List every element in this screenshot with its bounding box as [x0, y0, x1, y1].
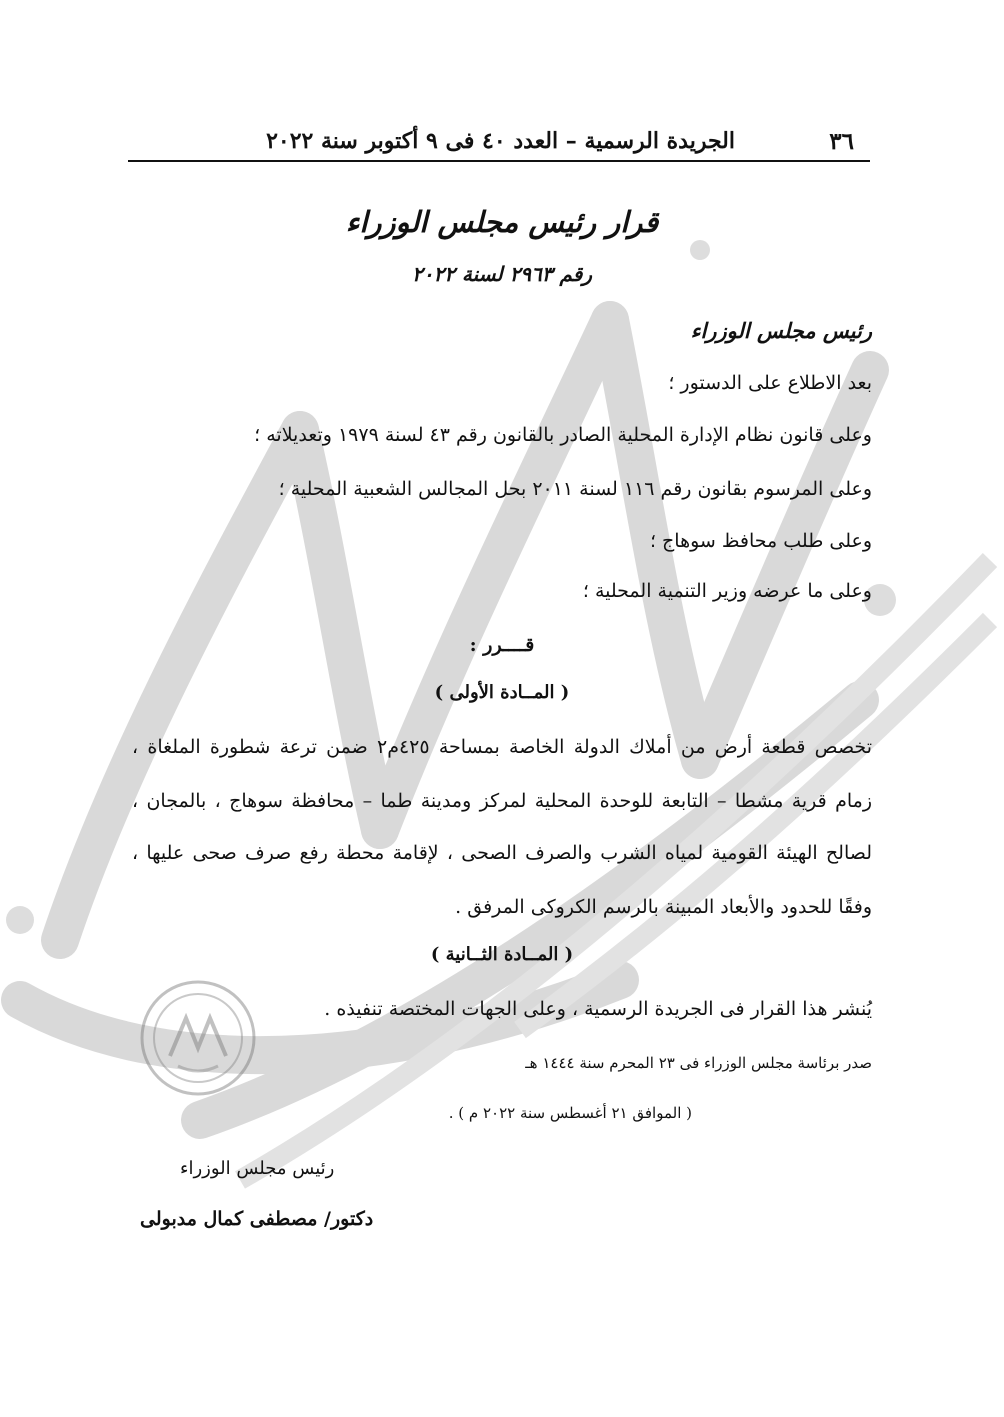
- official-seal-icon: [138, 978, 258, 1098]
- preamble-line: وعلى المرسوم بقانون رقم ١١٦ لسنة ٢٠١١ بحل المجالس الشعبية المحلية ؛: [278, 478, 872, 500]
- gazette-header: [128, 120, 870, 162]
- preamble-line: بعد الاطلاع على الدستور ؛: [668, 372, 872, 394]
- decided-heading: قــــرر :: [469, 634, 535, 656]
- decree-number: رقم ٢٩٦٣ لسنة ٢٠٢٢: [411, 262, 593, 286]
- issued-at-line: صدر برئاسة مجلس الوزراء فى ٢٣ المحرم سنة ١٤٤٤ هـ: [525, 1054, 872, 1072]
- article1-line: زمام قرية مشطا – التابعة للوحدة المحلية لمركز ومدينة طما – محافظة سوهاج ، بالمجان ،: [132, 790, 872, 812]
- article2-text: يُنشر هذا القرار فى الجريدة الرسمية ، وعلى الجهات المختصة تنفيذه .: [324, 998, 872, 1020]
- signature-name: دكتور/ مصطفى كمال مدبولى: [140, 1208, 374, 1230]
- decree-issuer: رئيس مجلس الوزراء: [690, 318, 872, 343]
- preamble-line: وعلى طلب محافظ سوهاج ؛: [649, 530, 872, 552]
- article1-line: تخصص قطعة أرض من أملاك الدولة الخاصة بمساحة ٤٢٥م٢ ضمن ترعة شطورة الملغاة ،: [132, 736, 872, 758]
- article2-heading: ( المــادة الثــانية ): [430, 944, 574, 965]
- signature-title: رئيس مجلس الوزراء: [180, 1158, 335, 1179]
- article1-line: لصالح الهيئة القومية لمياه الشرب والصرف الصحى ، لإقامة محطة رفع صرف صحى عليها ،: [132, 842, 872, 864]
- decree-title: قرار رئيس مجلس الوزراء: [345, 205, 659, 239]
- page-number: ٣٦: [829, 128, 854, 155]
- article1-line: وفقًا للحدود والأبعاد المبينة بالرسم الكروكى المرفق .: [455, 896, 872, 918]
- issue-line: الجريدة الرسمية – العدد ٤٠ فى ٩ أكتوبر سنة ٢٠٢٢: [266, 128, 735, 154]
- corresponding-date-line: ( الموافق ٢١ أغسطس سنة ٢٠٢٢ م ) .: [448, 1104, 692, 1122]
- preamble-line: وعلى ما عرضه وزير التنمية المحلية ؛: [582, 580, 872, 602]
- article1-heading: ( المــادة الأولى ): [434, 682, 570, 703]
- preamble-line: وعلى قانون نظام الإدارة المحلية الصادر بالقانون رقم ٤٣ لسنة ١٩٧٩ وتعديلاته ؛: [254, 424, 872, 446]
